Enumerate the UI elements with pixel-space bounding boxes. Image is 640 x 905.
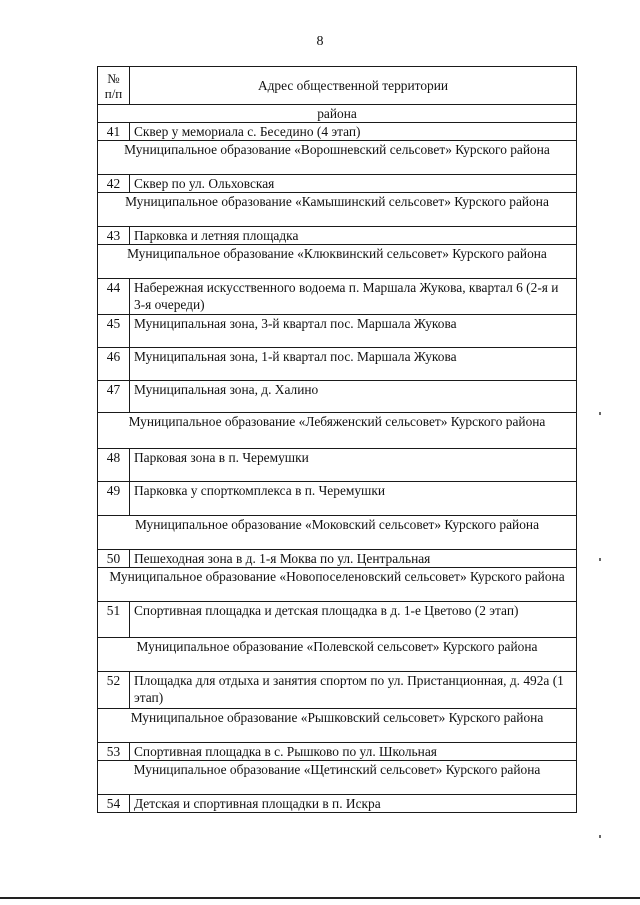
row-address: Площадка для отдыха и занятия спортом по ул. Пристанционная, д. 492а (1 этап) xyxy=(130,672,577,709)
row-address: Парковка и летняя площадка xyxy=(130,227,577,245)
table-row xyxy=(98,449,577,482)
row-number: 53 xyxy=(98,743,130,761)
row-address: Муниципальная зона, 3-й квартал пос. Маршала Жукова xyxy=(130,315,577,348)
scan-mark xyxy=(599,835,601,838)
section-title: Муниципальное образование «Полевской сельсовет» Курского района xyxy=(98,638,577,672)
row-address: Спортивная площадка и детская площадка в д. 1-е Цветово (2 этап) xyxy=(130,602,577,638)
section-row xyxy=(98,413,577,449)
column-header-number: № п/п xyxy=(98,67,130,105)
section-row xyxy=(98,709,577,743)
row-address: Пешеходная зона в д. 1-я Моква по ул. Центральная xyxy=(130,550,577,568)
table-row xyxy=(98,381,577,413)
row-number: 50 xyxy=(98,550,130,568)
scan-bottom-edge xyxy=(0,897,640,899)
section-row xyxy=(98,516,577,550)
row-address: Парковая зона в п. Черемушки xyxy=(130,449,577,482)
row-address: Сквер по ул. Ольховская xyxy=(130,175,577,193)
row-address: Детская и спортивная площадки в п. Искра xyxy=(130,795,577,813)
section-title: Муниципальное образование «Клюквинский сельсовет» Курского района xyxy=(98,245,577,279)
section-row xyxy=(98,105,577,123)
row-number: 54 xyxy=(98,795,130,813)
section-row xyxy=(98,193,577,227)
table-row xyxy=(98,175,577,193)
row-address: Парковка у спорткомплекса в п. Черемушки xyxy=(130,482,577,516)
section-title: Муниципальное образование «Щетинский сельсовет» Курского района xyxy=(98,761,577,795)
table-row xyxy=(98,279,577,315)
section-row xyxy=(98,245,577,279)
row-number: 42 xyxy=(98,175,130,193)
row-number: 44 xyxy=(98,279,130,315)
section-title: Муниципальное образование «Моковский сельсовет» Курского района xyxy=(98,516,577,550)
section-row xyxy=(98,568,577,602)
table-row xyxy=(98,348,577,381)
row-number: 47 xyxy=(98,381,130,413)
section-row xyxy=(98,761,577,795)
row-address: Муниципальная зона, 1-й квартал пос. Маршала Жукова xyxy=(130,348,577,381)
address-table xyxy=(97,66,577,813)
section-row xyxy=(98,141,577,175)
table-row xyxy=(98,123,577,141)
table-row xyxy=(98,795,577,813)
section-title: Муниципальное образование «Камышинский сельсовет» Курского района xyxy=(98,193,577,227)
scan-mark xyxy=(599,558,601,561)
section-title: Муниципальное образование «Ворошневский сельсовет» Курского района xyxy=(98,141,577,175)
row-number: 46 xyxy=(98,348,130,381)
row-address: Муниципальная зона, д. Халино xyxy=(130,381,577,413)
section-title: района xyxy=(98,105,577,123)
scan-mark xyxy=(599,412,601,415)
table-row xyxy=(98,602,577,638)
row-number: 45 xyxy=(98,315,130,348)
section-title: Муниципальное образование «Лебяженский сельсовет» Курского района xyxy=(98,413,577,449)
row-number: 51 xyxy=(98,602,130,638)
row-number: 43 xyxy=(98,227,130,245)
table-row xyxy=(98,227,577,245)
row-address: Набережная искусственного водоема п. Маршала Жукова, квартал 6 (2-я и 3-я очереди) xyxy=(130,279,577,315)
column-header-address: Адрес общественной территории xyxy=(130,67,577,105)
row-number: 49 xyxy=(98,482,130,516)
table-row xyxy=(98,743,577,761)
table-header-row xyxy=(98,67,577,105)
row-number: 41 xyxy=(98,123,130,141)
row-address: Спортивная площадка в с. Рышково по ул. Школьная xyxy=(130,743,577,761)
table-row xyxy=(98,315,577,348)
row-number: 52 xyxy=(98,672,130,709)
table-row xyxy=(98,672,577,709)
section-row xyxy=(98,638,577,672)
section-title: Муниципальное образование «Рышковский сельсовет» Курского района xyxy=(98,709,577,743)
section-title: Муниципальное образование «Новопоселеновский сельсовет» Курского района xyxy=(98,568,577,602)
row-address: Сквер у мемориала с. Беседино (4 этап) xyxy=(130,123,577,141)
page-number: 8 xyxy=(316,34,324,49)
table-row xyxy=(98,550,577,568)
row-number: 48 xyxy=(98,449,130,482)
table-row xyxy=(98,482,577,516)
